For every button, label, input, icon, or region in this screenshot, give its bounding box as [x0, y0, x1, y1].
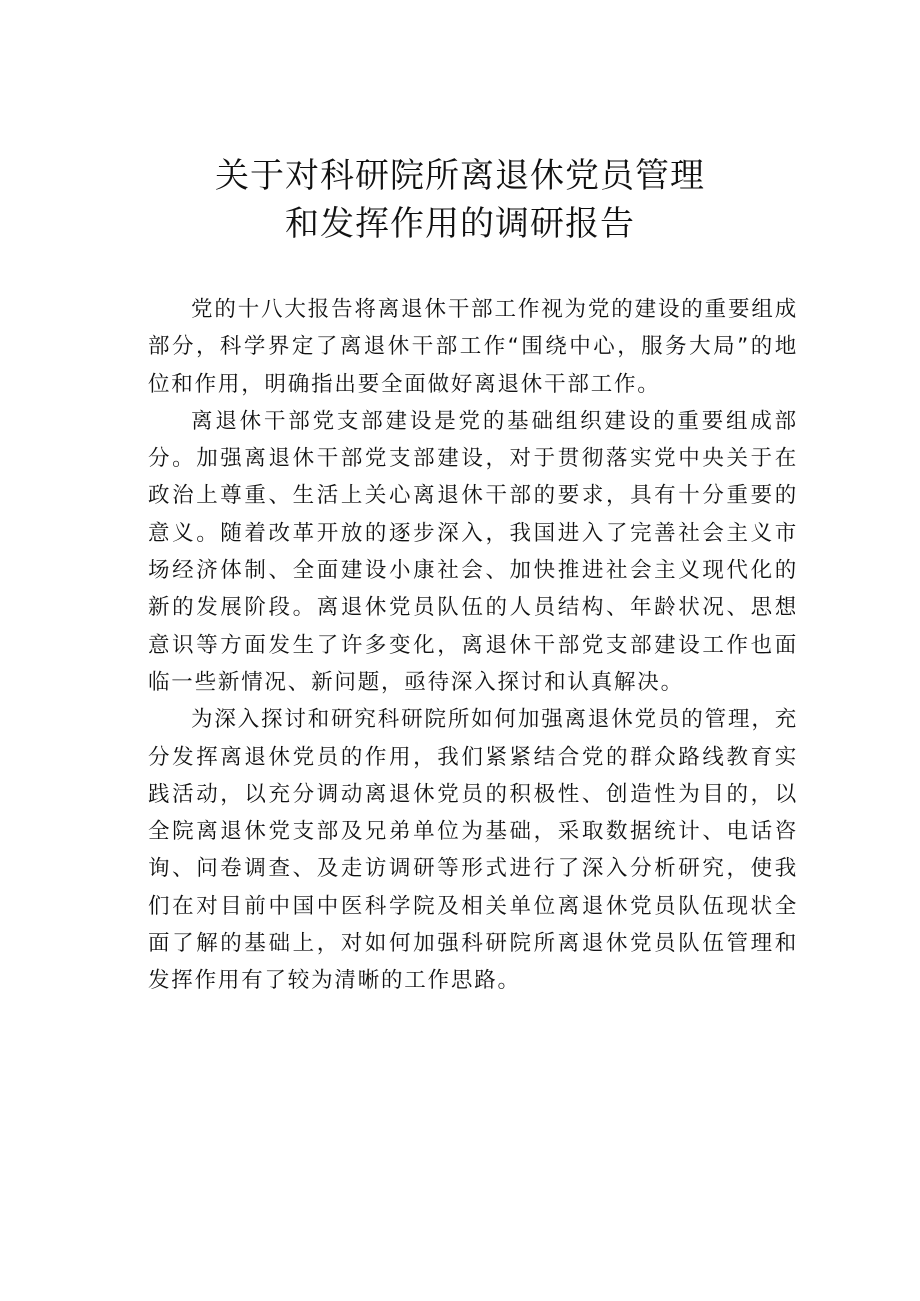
paragraph-1: 党的十八大报告将离退休干部工作视为党的建设的重要组成部分，科学界定了离退休干部工作“围绕中心，服务大局”的地位和作用，明确指出要全面做好离退休干部工作。 — [148, 297, 798, 397]
title-line-1: 关于对科研院所离退休党员管理 — [215, 156, 705, 196]
paragraph-2: 离退休干部党支部建设是党的基础组织建设的重要组成部分。加强离退休干部党支部建设，对于贯彻落实党中央关于在政治上尊重、生活上关心离退休干部的要求，具有十分重要的意义。随着改革开放的逐步深入，我国进入了完善社会主义市场经济体制、全面建设小康社会、加快推进社会主义现代化的新的发展阶段。离退休党员队伍的人员结构、年龄状况、思想意识等方面发生了许多变化，离退休干部党支部建设工作也面临一些新情况、新问题，亟待深入探讨和认真解决。 — [148, 408, 798, 695]
document-title — [0, 152, 920, 248]
paragraph-3: 为深入探讨和研究科研院所如何加强离退休党员的管理，充分发挥离退休党员的作用，我们紧紧结合党的群众路线教育实践活动，以充分调动离退休党员的积极性、创造性为目的，以全院离退休党支部及兄弟单位为基础，采取数据统计、电话咨询、问卷调查、及走访调研等形式进行了深入分析研究，使我们在对目前中国中医科学院及相关单位离退休党员队伍现状全面了解的基础上，对如何加强科研院所离退休党员队伍管理和发挥作用有了较为清晰的工作思路。 — [148, 707, 798, 994]
title-line-2: 和发挥作用的调研报告 — [285, 204, 635, 244]
document-body — [148, 291, 798, 1000]
